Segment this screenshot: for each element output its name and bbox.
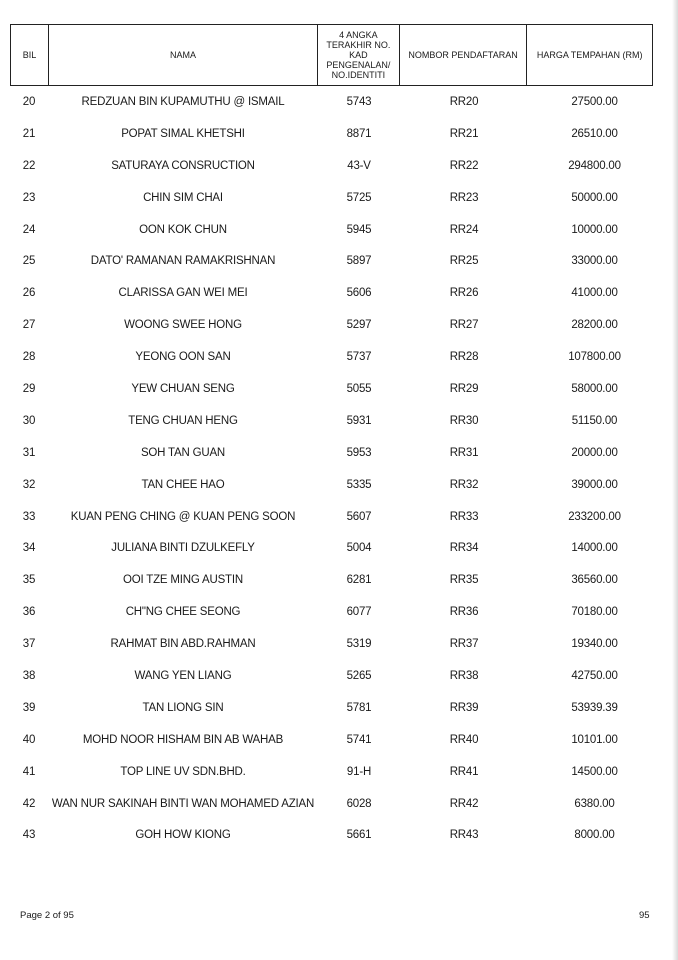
- cell-registration: RR43: [449, 829, 479, 842]
- cell-bil: 25: [22, 255, 36, 268]
- table-row: [10, 692, 653, 724]
- cell-price: 58000.00: [571, 382, 618, 395]
- cell-ic: 5725: [346, 191, 372, 204]
- cell-bil: 39: [22, 701, 36, 714]
- cell-ic: 5781: [346, 701, 372, 714]
- cell-price: 27500.00: [571, 95, 618, 108]
- cell-price: 33000.00: [571, 255, 618, 268]
- cell-nama: SOH TAN GUAN: [140, 446, 226, 459]
- cell-registration: RR40: [449, 733, 479, 746]
- cell-price: 53939.39: [571, 701, 618, 714]
- cell-ic: 5897: [346, 255, 372, 268]
- cell-nama: WANG YEN LIANG: [134, 669, 232, 682]
- cell-price: 41000.00: [571, 287, 618, 300]
- cell-registration: RR23: [449, 191, 479, 204]
- cell-bil: 23: [22, 191, 36, 204]
- header-price: HARGA TEMPAHAN (RM): [536, 50, 643, 60]
- cell-price: 14000.00: [571, 542, 618, 555]
- cell-price: 42750.00: [571, 669, 618, 682]
- cell-bil: 33: [22, 510, 36, 523]
- cell-nama: TAN LIONG SIN: [142, 701, 224, 714]
- cell-price: 28200.00: [571, 319, 618, 332]
- table-row: [10, 628, 653, 660]
- cell-nama: DATO' RAMANAN RAMAKRISHNAN: [90, 255, 276, 268]
- cell-bil: 29: [22, 382, 36, 395]
- table-row: [10, 341, 653, 373]
- page-total: 95: [639, 910, 650, 921]
- cell-registration: RR35: [449, 574, 479, 587]
- cell-ic: 5319: [346, 638, 372, 651]
- cell-nama: YEONG OON SAN: [135, 351, 231, 364]
- cell-price: 26510.00: [571, 127, 618, 140]
- cell-registration: RR22: [449, 159, 479, 172]
- cell-price: 10101.00: [571, 733, 618, 746]
- cell-registration: RR33: [449, 510, 479, 523]
- cell-nama: OON KOK CHUN: [139, 223, 227, 236]
- cell-registration: RR24: [449, 223, 479, 236]
- table-row: [10, 405, 653, 437]
- page-number-label: Page 2 of 95: [20, 910, 74, 921]
- cell-registration: RR42: [449, 797, 479, 810]
- cell-registration: RR34: [449, 542, 479, 555]
- cell-bil: 22: [22, 159, 36, 172]
- cell-registration: RR25: [449, 255, 479, 268]
- cell-ic: 6281: [346, 574, 372, 587]
- table-row: [10, 182, 653, 214]
- cell-nama: RAHMAT BIN ABD.RAHMAN: [110, 638, 256, 651]
- cell-bil: 21: [22, 127, 36, 140]
- header-ic: 4 ANGKA TERAKHIR NO. KAD PENGENALAN/ NO.IDENTITI: [318, 25, 400, 85]
- cell-ic: 5297: [346, 319, 372, 332]
- cell-price: 10000.00: [571, 223, 618, 236]
- cell-bil: 34: [22, 542, 36, 555]
- cell-price: 39000.00: [571, 478, 618, 491]
- cell-bil: 30: [22, 414, 36, 427]
- table-row: [10, 86, 653, 118]
- cell-nama: CLARISSA GAN WEI MEI: [118, 287, 248, 300]
- cell-bil: 24: [22, 223, 36, 236]
- cell-registration: RR29: [449, 382, 479, 395]
- cell-bil: 35: [22, 574, 36, 587]
- cell-bil: 26: [22, 287, 36, 300]
- cell-bil: 27: [22, 319, 36, 332]
- cell-nama: GOH HOW KIONG: [135, 829, 231, 842]
- cell-nama: WOONG SWEE HONG: [124, 319, 242, 332]
- cell-nama: TAN CHEE HAO: [141, 478, 225, 491]
- cell-price: 8000.00: [574, 829, 615, 842]
- table-row: [10, 245, 653, 277]
- table-row: [10, 756, 653, 788]
- cell-ic: 5607: [346, 510, 372, 523]
- table-row: [10, 277, 653, 309]
- cell-ic: 5004: [346, 542, 372, 555]
- cell-nama: REDZUAN BIN KUPAMUTHU @ ISMAIL: [81, 95, 285, 108]
- cell-ic: 5055: [346, 382, 372, 395]
- cell-ic: 5606: [346, 287, 372, 300]
- table-row: [10, 596, 653, 628]
- cell-registration: RR31: [449, 446, 479, 459]
- header-bil: BIL: [11, 25, 49, 85]
- cell-ic: 5741: [346, 733, 372, 746]
- table-row: [10, 309, 653, 341]
- cell-ic: 5953: [346, 446, 372, 459]
- cell-nama: SATURAYA CONSRUCTION: [111, 159, 255, 172]
- cell-ic: 5931: [346, 414, 372, 427]
- cell-ic: 8871: [346, 127, 372, 140]
- cell-ic: 6028: [346, 797, 372, 810]
- cell-nama: CH"NG CHEE SEONG: [125, 606, 241, 619]
- cell-price: 19340.00: [571, 638, 618, 651]
- cell-price: 51150.00: [571, 414, 618, 427]
- table-header: [10, 24, 653, 86]
- cell-bil: 20: [22, 95, 36, 108]
- cell-bil: 32: [22, 478, 36, 491]
- cell-ic: 5945: [346, 223, 372, 236]
- table-row: [10, 437, 653, 469]
- cell-ic: 5335: [346, 478, 372, 491]
- table-row: [10, 150, 653, 182]
- cell-bil: 36: [22, 606, 36, 619]
- cell-registration: RR20: [449, 95, 479, 108]
- cell-ic: 5743: [346, 95, 372, 108]
- table-row: [10, 532, 653, 564]
- table-row: [10, 660, 653, 692]
- cell-nama: MOHD NOOR HISHAM BIN AB WAHAB: [82, 733, 284, 746]
- cell-bil: 42: [22, 797, 36, 810]
- cell-nama: WAN NUR SAKINAH BINTI WAN MOHAMED AZIAN: [51, 797, 315, 810]
- cell-bil: 38: [22, 669, 36, 682]
- cell-bil: 40: [22, 733, 36, 746]
- table-row: [10, 819, 653, 851]
- cell-registration: RR39: [449, 701, 479, 714]
- cell-price: 294800.00: [568, 159, 621, 172]
- page-edge-shadow: [672, 0, 678, 960]
- cell-registration: RR36: [449, 606, 479, 619]
- cell-nama: POPAT SIMAL KHETSHI: [121, 127, 245, 140]
- cell-bil: 28: [22, 351, 36, 364]
- table-row: [10, 214, 653, 246]
- cell-registration: RR30: [449, 414, 479, 427]
- cell-price: 50000.00: [571, 191, 618, 204]
- table-row: [10, 564, 653, 596]
- cell-price: 107800.00: [568, 351, 621, 364]
- cell-nama: CHIN SIM CHAI: [143, 191, 223, 204]
- cell-registration: RR32: [449, 478, 479, 491]
- table-body: [10, 86, 653, 851]
- table-row: [10, 118, 653, 150]
- cell-price: 14500.00: [571, 765, 618, 778]
- cell-price: 36560.00: [571, 574, 618, 587]
- cell-registration: RR41: [449, 765, 479, 778]
- table-row: [10, 373, 653, 405]
- cell-registration: RR38: [449, 669, 479, 682]
- cell-nama: TOP LINE UV SDN.BHD.: [120, 765, 246, 778]
- cell-registration: RR28: [449, 351, 479, 364]
- cell-nama: KUAN PENG CHING @ KUAN PENG SOON: [70, 510, 296, 523]
- cell-price: 233200.00: [568, 510, 621, 523]
- table-row: [10, 501, 653, 533]
- cell-ic: 5265: [346, 669, 372, 682]
- cell-bil: 31: [22, 446, 36, 459]
- cell-ic: 5737: [346, 351, 372, 364]
- cell-bil: 37: [22, 638, 36, 651]
- cell-price: 6380.00: [574, 797, 615, 810]
- cell-ic: 43-V: [347, 159, 371, 172]
- cell-nama: OOI TZE MING AUSTIN: [123, 574, 243, 587]
- cell-bil: 41: [22, 765, 36, 778]
- cell-registration: RR21: [449, 127, 479, 140]
- header-registration: NOMBOR PENDAFTARAN: [400, 25, 528, 85]
- cell-price: 70180.00: [571, 606, 618, 619]
- cell-ic: 91-H: [346, 765, 372, 778]
- cell-registration: RR27: [449, 319, 479, 332]
- cell-price: 20000.00: [571, 446, 618, 459]
- cell-nama: TENG CHUAN HENG: [128, 414, 238, 427]
- cell-ic: 6077: [346, 606, 372, 619]
- table-row: [10, 788, 653, 820]
- cell-registration: RR37: [449, 638, 479, 651]
- cell-nama: JULIANA BINTI DZULKEFLY: [111, 542, 255, 555]
- cell-registration: RR26: [449, 287, 479, 300]
- cell-nama: YEW CHUAN SENG: [131, 382, 235, 395]
- table-row: [10, 724, 653, 756]
- header-nama: NAMA: [49, 25, 318, 85]
- table-row: [10, 469, 653, 501]
- cell-bil: 43: [22, 829, 36, 842]
- cell-ic: 5661: [346, 829, 372, 842]
